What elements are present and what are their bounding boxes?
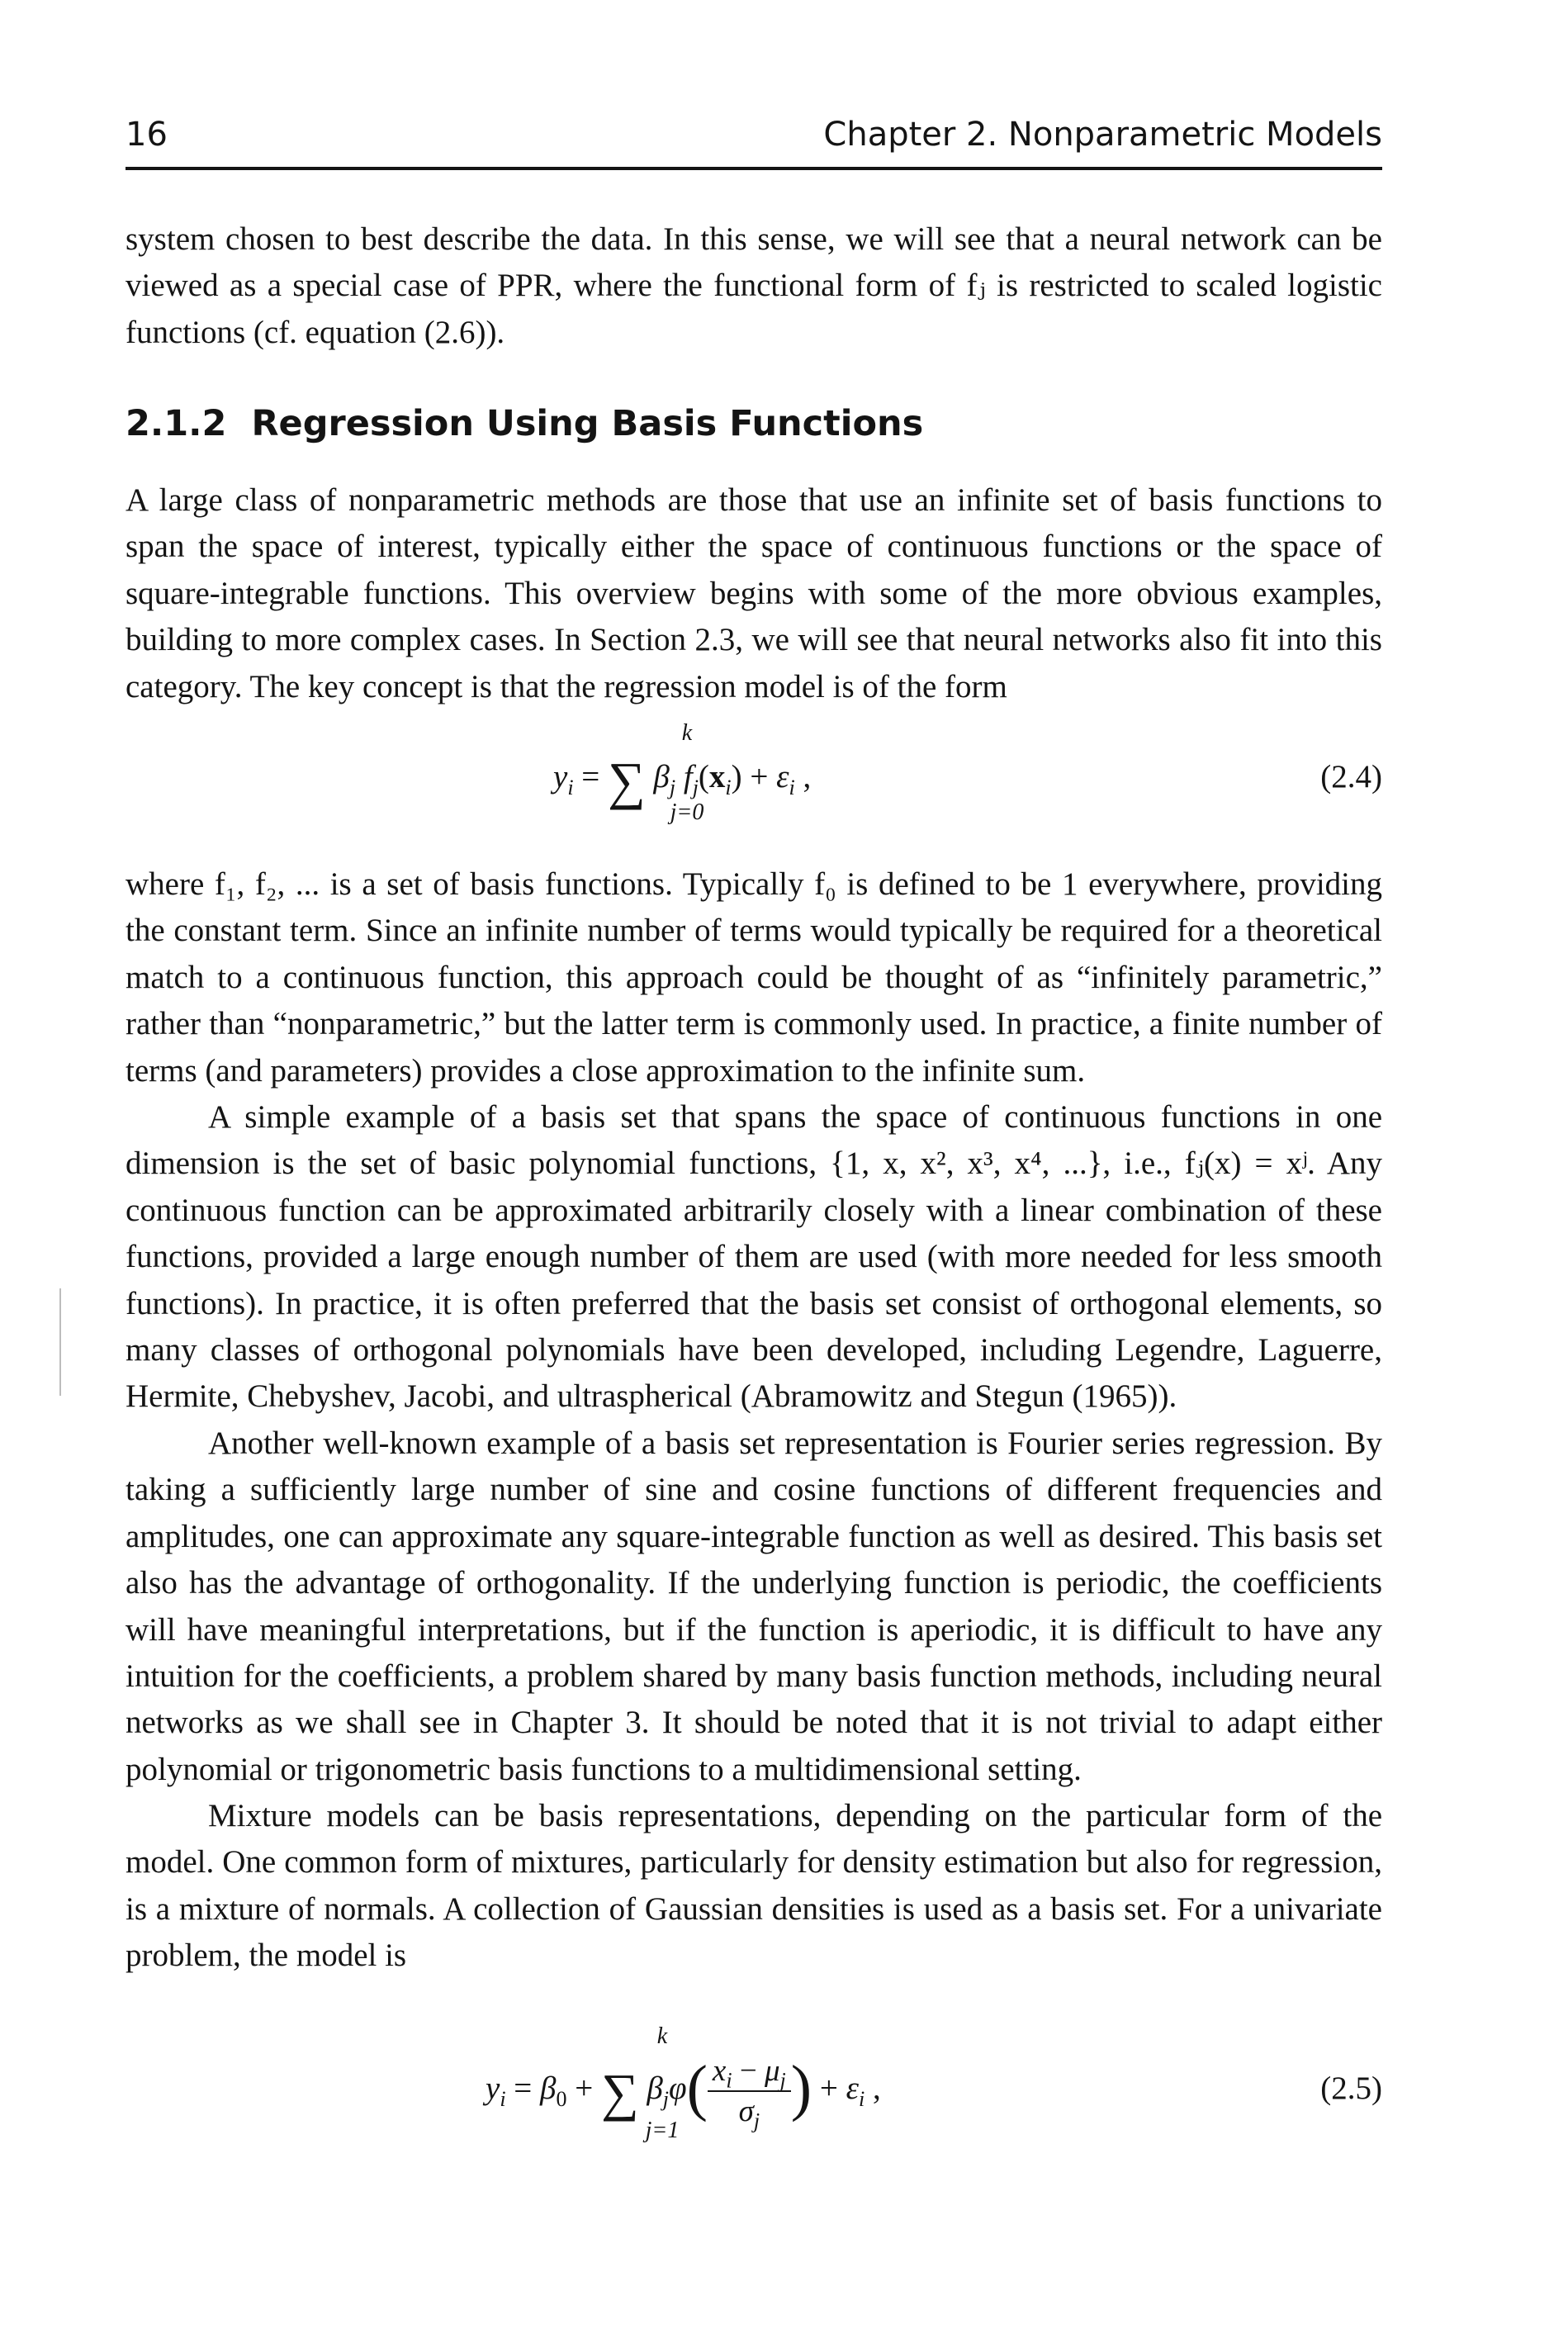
eq-2-5-number: (2.5)	[1320, 2070, 1382, 2106]
section-title: Regression Using Basis Functions	[251, 403, 924, 444]
paragraph-2: where f₁, f₂, ... is a set of basis functions. Typically f₀ is defined to be 1 everywhere, providing the constant term. Since an infinite number of terms would typically be required for a theoretical match to a continuous function, this approach could be thought of as “infinitely parametric,” rather than “nonparametric,” but the latter term is commonly used. In practice, a finite number of terms (and parameters) provides a close approximation to the infinite sum.	[126, 866, 1382, 1089]
paragraph-3-block	[126, 1094, 1382, 1421]
intro-paragraph: system chosen to best describe the data. In this sense, we will see that a neural network can be viewed as a special case of PPR, where the functional form of fⱼ is restricted to scaled logistic functions (cf. equation (2.6)).	[126, 221, 1382, 350]
eq-2-4-number: (2.4)	[1320, 759, 1382, 795]
page-number: 16	[126, 116, 168, 154]
paragraph-5: Mixture models can be basis representations, depending on the particular form of the model. One common form of mixtures, particularly for density estimation but also for regression, is a mixture of normals. A collection of Gaussian densities is used as a basis set. For a univariate problem, the model is	[126, 1798, 1382, 1974]
paragraph-3: A simple example of a basis set that spans the space of continuous functions in one dimension is the set of basic polynomial functions, {1, x, x², x³, x⁴, ...}, i.e., fⱼ(x) = xʲ. Any continuous function can be approximated arbitrarily closely with a linear combination of these functions, provided a large enough number of them are used (with more needed for less smooth functions). In practice, it is often preferred that the basis set consist of orthogonal elements, so many classes of orthogonal polynomials have been developed, including Legendre, Laguerre, Hermite, Chebyshev, Jacobi, and ultraspherical (Abramowitz and Stegun (1965)).	[126, 1099, 1382, 1415]
equation-2-4	[126, 710, 1382, 834]
eq-2-4-expression: $y_i$ = ∑ $\beta_j$ $f_j(x_i) + \varepsilon_i$ ,	[553, 752, 812, 810]
paragraph-4: Another well-known example of a basis set representation is Fourier series regression. By taking a sufficiently large number of sine and cosine functions of different frequencies and amplitudes, one can approximate any square-integrable function as well as desired. This basis set also has the advantage of orthogonality. If the underlying function is periodic, the coefficients will have meaningful interpretations, but if the function is aperiodic, it is difficult to have any intuition for the coefficients, a problem shared by many basis function methods, including neural networks as we shall see in Chapter 3. It should be noted that it is not trivial to adapt either polynomial or trigonometric basis functions to a multidimensional setting.	[126, 1425, 1382, 1787]
paragraph-1: A large class of nonparametric methods are those that use an infinite set of basis functions to span the space of interest, typically either the space of continuous functions or the space of square-integrable functions. This overview begins with some of the more obvious examples, building to more complex cases. In Section 2.3, we will see that neural networks also fit into this category. The key concept is that the regression model is of the form	[126, 482, 1382, 704]
paragraph-4-block	[126, 1421, 1382, 1793]
intro-paragraph-block	[126, 216, 1382, 356]
eq-2-4-lower-limit: j=0	[670, 799, 704, 825]
eq-2-4-upper-limit: k	[681, 720, 693, 746]
section-heading	[126, 403, 923, 444]
eq-2-5-expression: $y_i = \beta_0$ + ∑ $\beta_j\varphi$( $\frac{x_i - \mu_j}{\sigma_j}$ ) + $\varepsilon_i$ ,	[486, 2052, 881, 2133]
paragraph-5-block	[126, 1793, 1382, 1980]
paragraph-1-block	[126, 477, 1382, 710]
paragraph-2-block	[126, 861, 1382, 1094]
header-rule	[126, 167, 1382, 170]
chapter-title: Chapter 2. Nonparametric Models	[823, 116, 1382, 154]
scan-margin-line	[59, 1288, 61, 1396]
eq-2-5-upper-limit: k	[656, 2023, 668, 2049]
running-header	[126, 116, 1382, 165]
section-number: 2.1.2	[126, 403, 227, 444]
equation-2-5	[126, 2012, 1382, 2161]
eq-2-5-lower-limit: j=1	[645, 2118, 680, 2143]
